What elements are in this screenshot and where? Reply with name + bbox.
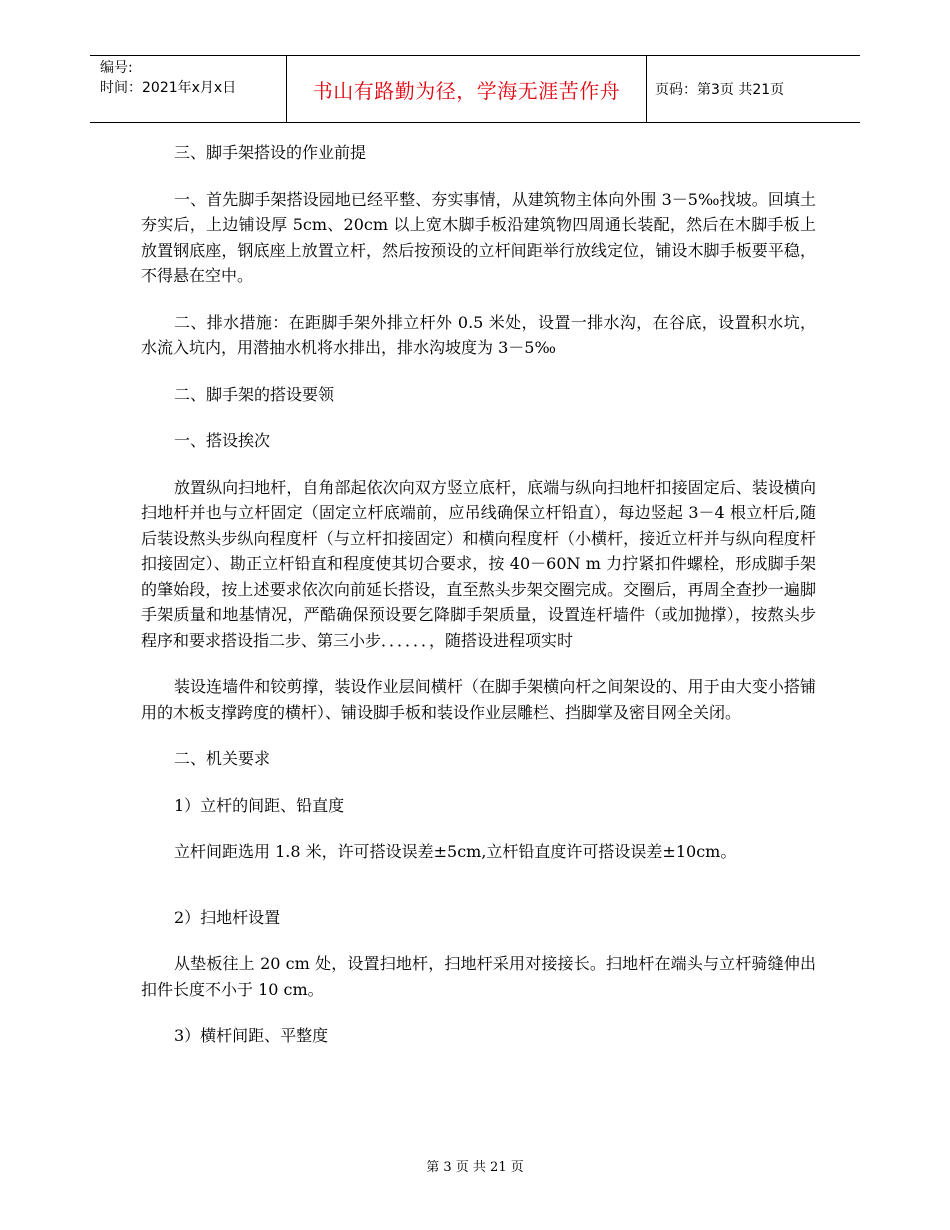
body-paragraph: 放置纵向扫地杆，自角部起依次向双方竖立底杆，底端与纵向扫地杆扣接固定后、装设横向扫地杆并也与立杆固定（固定立杆底端前，应吊线确保立杆铅直），每边竖起 3－4 根立杆后,随后装设熬头步纵向程度杆（与立杆扣接固定）和横向程度杆（小横杆，接近立杆并与纵向程度杆扣接固定）、勘正立杆铅直和程度使其切合要求，按 40－60N m 力拧紧扣件螺栓，形成脚手架的肇始段，按上述要求依次向前延长搭设，直至熬头步架交圈完成。交圈后，再周全查抄一遍脚手架质量和地基情况，严酷确保预设要乞降脚手架质量，设置连杆墙件（或加抛撑），按熬头步程序和要求搭设指二步、第三小步．．．．．．，随搭设进程项实时	[141, 477, 816, 650]
section-heading: 二、机关要求	[174, 749, 271, 768]
section-heading: 三、脚手架搭设的作业前提	[174, 143, 367, 162]
header-meta	[90, 56, 286, 122]
page-footer: 第 3 页 共 21 页	[426, 1160, 524, 1175]
body-paragraph: 从垫板往上 20 cm 处，设置扫地杆，扫地杆采用对接接长。扫地杆在端头与立杆骑缝伸出扣件长度不小于 10 cm。	[141, 954, 816, 999]
document-date: 时间：2021年x月x日	[100, 80, 237, 96]
body-paragraph: 二、排水措施：在距脚手架外排立杆外 0.5 米处，设置一排水沟，在谷底，设置积水坑，水流入坑内，用潜抽水机将水排出，排水沟坡度为 3－5‰	[141, 312, 816, 357]
document-body	[141, 140, 816, 1049]
header-page-info: 页码：第3页 共21页	[655, 82, 785, 98]
header-motto: 书山有路勤为径，学海无涯苦作舟	[286, 56, 647, 122]
sub-heading: 1）立杆的间距、铅直度	[174, 795, 345, 815]
sub-heading: 3）横杆间距、平整度	[174, 1026, 329, 1045]
sub-heading: 2）扫地杆设置	[174, 907, 281, 927]
body-paragraph: 装设连墙件和铰剪撑，装设作业层间横杆（在脚手架横向杆之间架设的、用于由大变小搭铺用的木板支撑跨度的横杆）、铺设脚手板和装设作业层雕栏、挡脚掌及密目网全关闭。	[141, 677, 816, 722]
section-heading: 二、脚手架的搭设要领	[174, 384, 335, 404]
body-paragraph: 一、首先脚手架搭设园地已经平整、夯实事情，从建筑物主体向外围 3－5‰找坡。回填土夯实后，上边铺设厚 5cm、20cm 以上宽木脚手板沿建筑物四周通长装配，然后在木脚手板上放置钢底座，钢底座上放置立杆，然后按预设的立杆间距举行放线定位，铺设木脚手板要平稳，不得悬在空中。	[141, 189, 816, 285]
sub-heading: 一、搭设挨次	[174, 431, 271, 450]
document-number-label: 编号:	[100, 60, 133, 76]
page-header	[90, 55, 860, 123]
body-paragraph: 立杆间距选用 1.8 米，许可搭设误差±5cm,立杆铅直度许可搭设误差±10cm。	[174, 842, 737, 861]
